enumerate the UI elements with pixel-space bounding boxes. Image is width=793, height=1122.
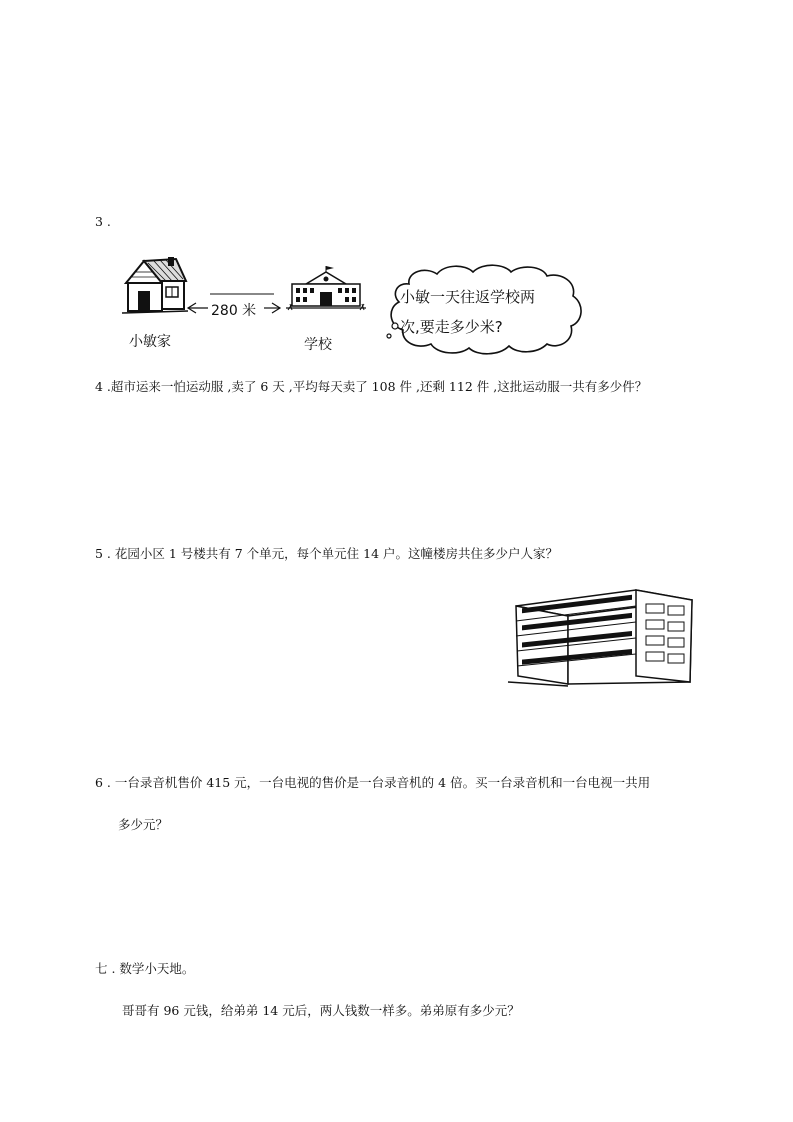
bubble-line-1: 小敏一天往返学校两	[400, 288, 536, 306]
school-icon	[286, 266, 366, 312]
question-5-text: 5 . 花园小区 1 号楼共有 7 个单元，每个单元住 14 户。这幢楼房共住多少户人家？	[95, 546, 559, 561]
home-label: 小敏家	[129, 334, 171, 350]
section-7-heading: 七 . 数学小天地。	[95, 961, 195, 976]
question-6-line-2: 多少元？	[118, 817, 169, 832]
question-4-text: 4 .超市运来一怕运动服 ,卖了 6 天 ,平均每天卖了 108 件 ,还剩 112 件 ,这批运动服一共有多少件？	[95, 379, 648, 394]
question-3-number: 3 .	[95, 214, 111, 229]
distance-label: 280 米	[211, 303, 257, 319]
speech-bubble	[387, 264, 585, 356]
section-7-question: 哥哥有 96 元钱，给弟弟 14 元后，两人钱数一样多。弟弟原有多少元？	[122, 1003, 520, 1018]
question-6-line-1: 6 . 一台录音机售价 415 元，一台电视的售价是一台录音机的 4 倍。买一台录音机和一台电视一共用	[95, 775, 651, 790]
apartment-building-icon	[508, 586, 698, 690]
house-icon	[118, 255, 190, 317]
bubble-line-2: 次,要走多少米?	[400, 318, 503, 336]
school-label: 学校	[304, 337, 332, 353]
